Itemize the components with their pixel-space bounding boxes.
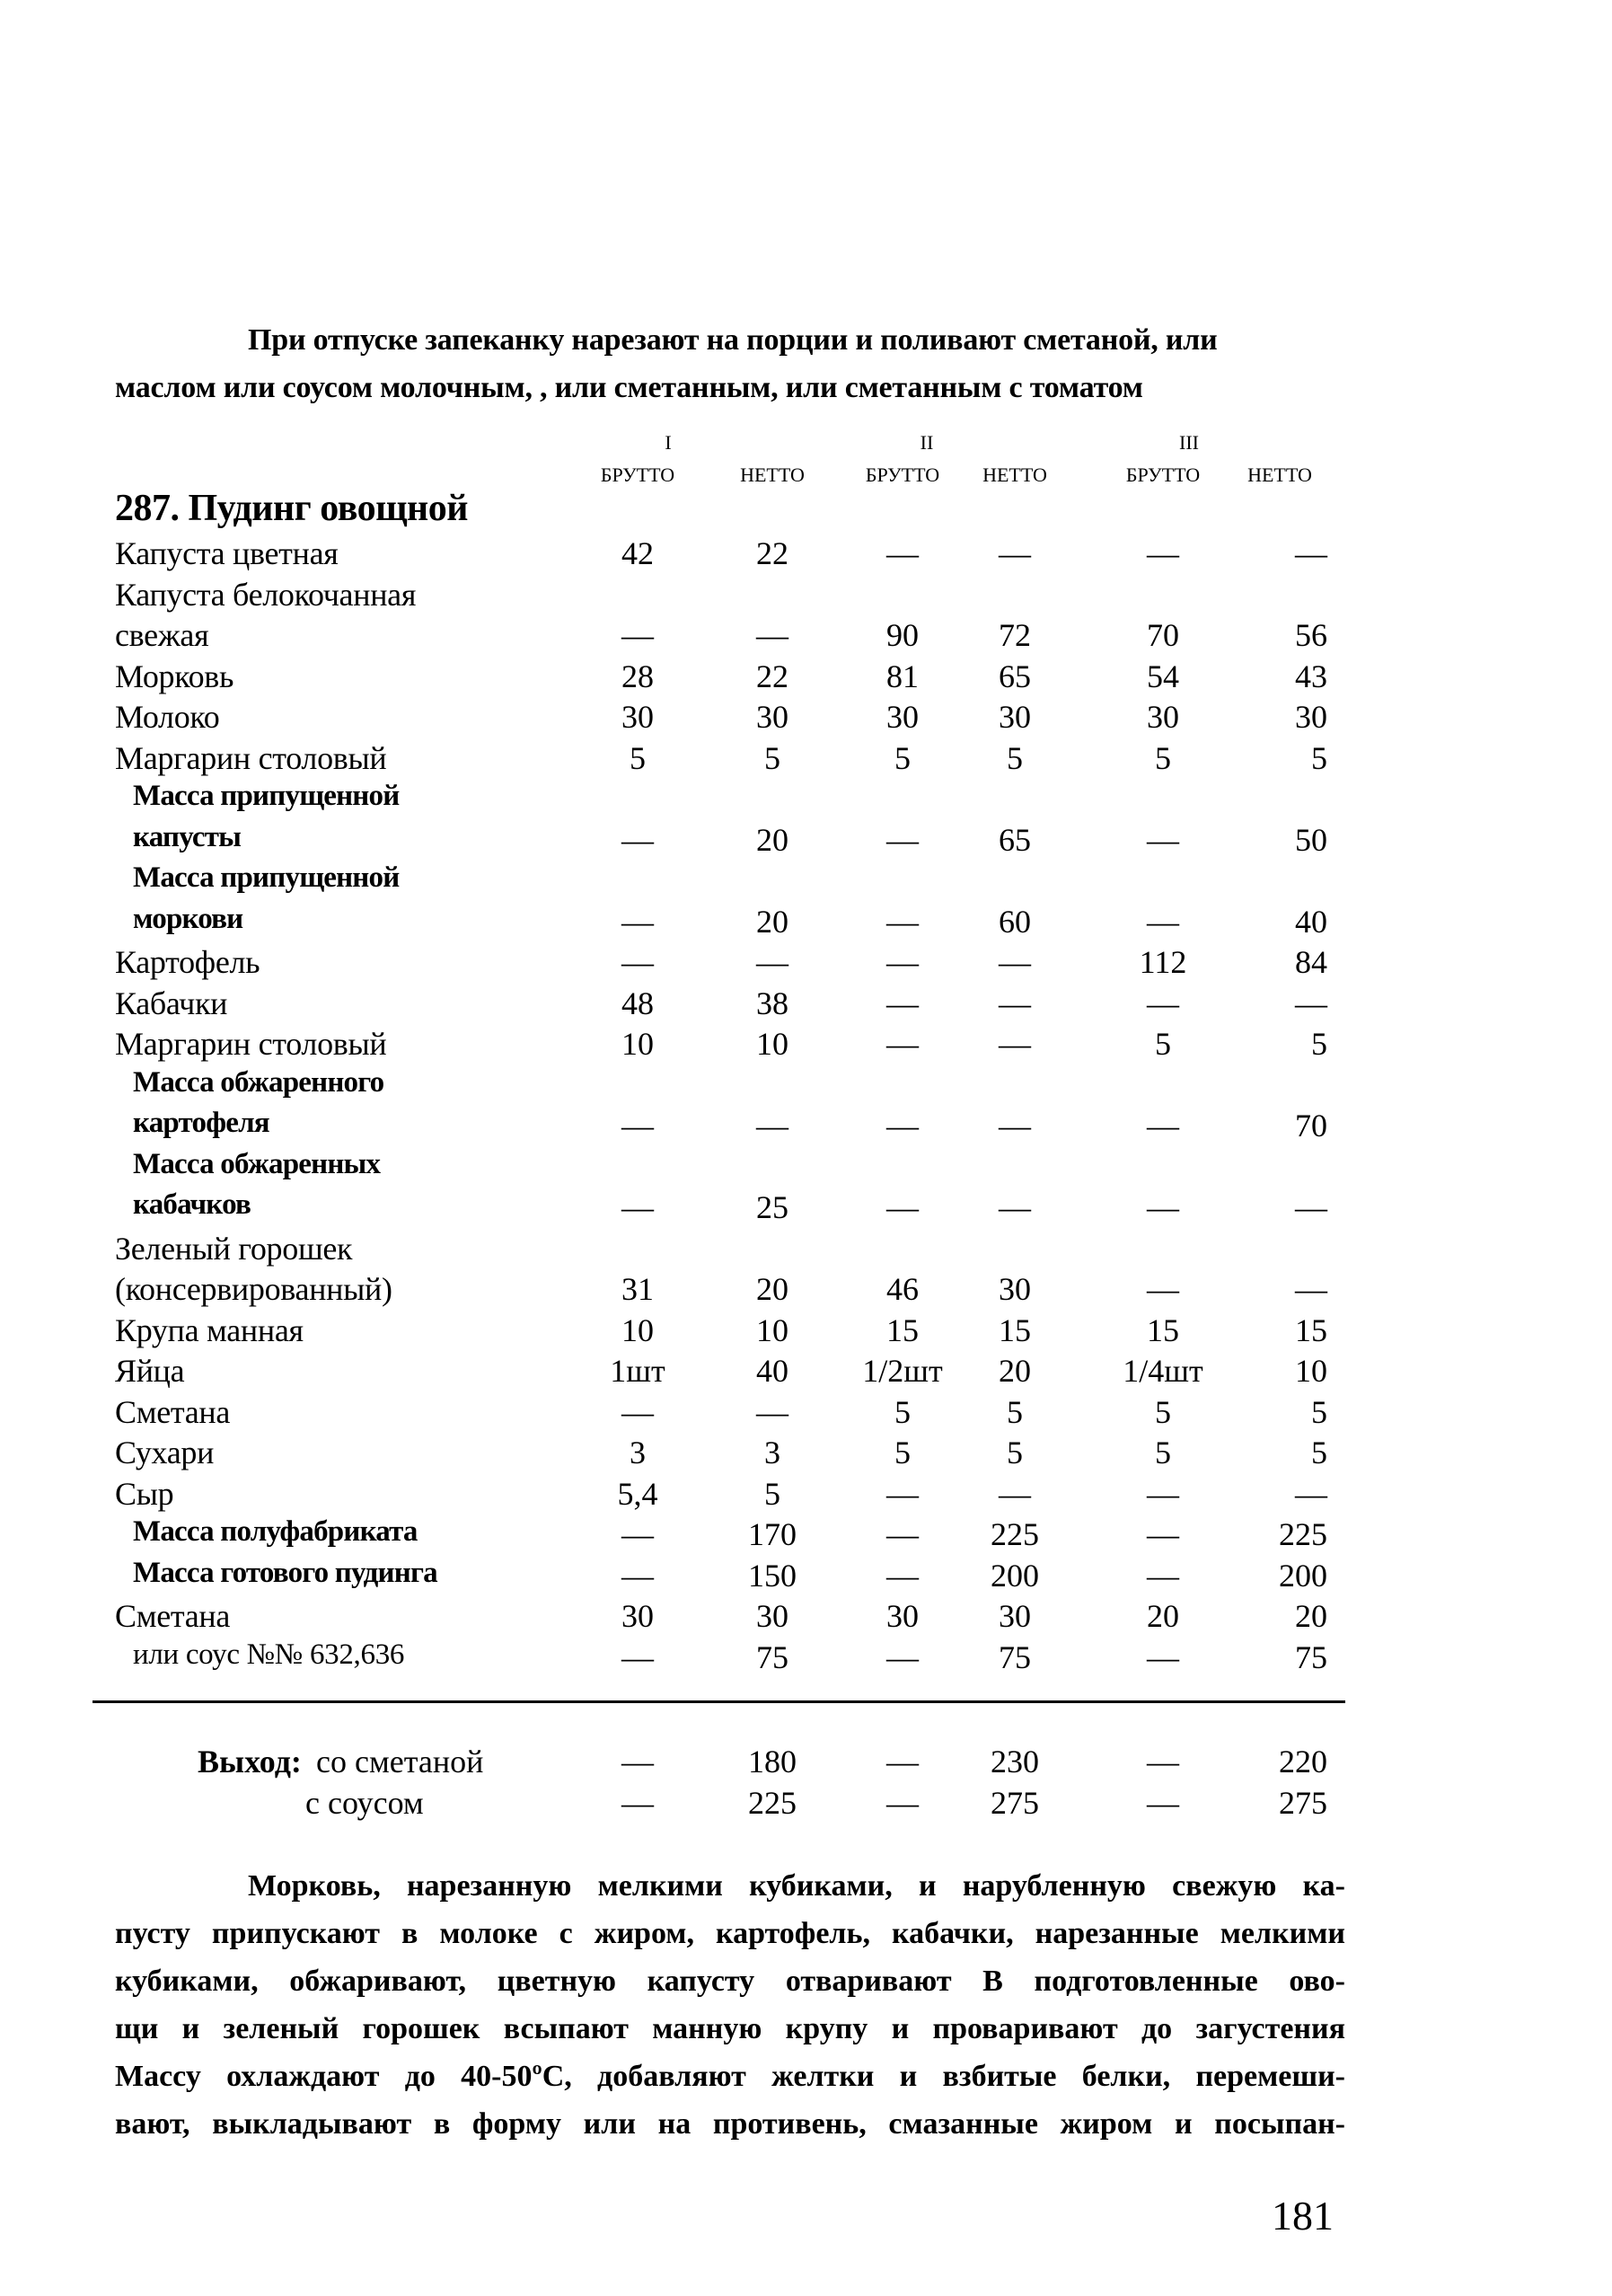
table-cell: —	[1147, 1108, 1179, 1144]
table-cell: 30	[999, 699, 1031, 735]
yield-cell: 275	[1279, 1785, 1327, 1821]
table-cell: 15	[1147, 1311, 1179, 1348]
group-label-2: II	[920, 431, 934, 454]
table-cell: —	[886, 1026, 919, 1062]
yield-cell: —	[1147, 1744, 1179, 1779]
table-cell: —	[886, 535, 919, 571]
table-cell: 5	[1007, 1435, 1023, 1470]
ingredient-label: Сметана	[115, 1598, 231, 1634]
table-cell: 5	[1155, 1393, 1171, 1430]
ingredient-label: Маргарин столовый	[115, 739, 387, 776]
table-cell: 25	[756, 1189, 788, 1225]
recipe-title: 287. Пудинг овощной	[115, 488, 468, 529]
intro-line-2: маслом или соусом молочным, , или сметанным, или сметанным с томатом	[115, 371, 1143, 404]
table-row	[0, 1230, 1612, 1269]
table-row-values	[0, 1270, 1612, 1310]
table-cell: —	[1147, 903, 1179, 940]
table-cell: —	[1295, 1271, 1327, 1307]
table-cell: —	[1147, 1189, 1179, 1225]
table-cell: 5	[1311, 1026, 1327, 1062]
group-label-3: III	[1179, 431, 1199, 454]
ingredient-label: Кабачки	[115, 985, 228, 1021]
table-cell: —	[1147, 1638, 1179, 1675]
table-divider	[92, 1700, 1345, 1703]
table-cell: —	[1147, 535, 1179, 571]
table-cell: 1/2шт	[862, 1353, 943, 1389]
intro-text	[115, 316, 1345, 411]
yield-label: Выход:	[198, 1744, 302, 1779]
yield-cell: 275	[991, 1785, 1039, 1821]
table-cell: —	[886, 1516, 919, 1552]
table-cell: —	[1147, 1557, 1179, 1594]
table-cell: 28	[621, 658, 654, 694]
table-cell: 46	[886, 1271, 919, 1307]
table-cell: —	[886, 1108, 919, 1144]
table-cell: —	[1295, 1475, 1327, 1512]
table-cell: 15	[1295, 1311, 1327, 1348]
table-row-values	[0, 1393, 1612, 1433]
table-cell: 48	[621, 985, 654, 1021]
table-cell: —	[1147, 1475, 1179, 1512]
table-cell: —	[621, 1557, 654, 1594]
table-cell: —	[1147, 1516, 1179, 1552]
table-cell: 30	[621, 1598, 654, 1634]
table-cell: 30	[1295, 699, 1327, 735]
table-row-values	[0, 698, 1612, 737]
table-cell: —	[886, 1475, 919, 1512]
method-paragraph	[115, 1862, 1345, 2148]
table-row	[0, 1066, 1612, 1106]
yield-line-2-text: с соусом	[305, 1785, 424, 1821]
table-cell: 30	[999, 1271, 1031, 1307]
paragraph-line: вают, выкладывают в форму или на противень, смазанные жиром и посыпан-	[115, 2107, 1345, 2141]
table-cell: 5	[1311, 1393, 1327, 1430]
table-cell: —	[1147, 821, 1179, 858]
yield-cell: —	[621, 1744, 654, 1779]
yield-cell: 180	[748, 1744, 797, 1779]
table-row-values	[0, 985, 1612, 1024]
yield-cell: —	[886, 1744, 919, 1779]
table-cell: 65	[999, 658, 1031, 694]
table-cell: 20	[1295, 1598, 1327, 1634]
table-cell: —	[886, 985, 919, 1021]
page-number: 181	[1272, 2193, 1334, 2239]
yield-cell: 230	[991, 1744, 1039, 1779]
table-cell: —	[886, 1189, 919, 1225]
table-cell: 1/4шт	[1123, 1353, 1203, 1389]
table-row-values	[0, 903, 1612, 942]
table-cell: 30	[999, 1598, 1031, 1634]
table-cell: —	[1147, 1271, 1179, 1307]
table-cell: 5	[894, 1393, 911, 1430]
table-cell: 22	[756, 535, 788, 571]
table-cell: 60	[999, 903, 1031, 940]
table-cell: 72	[999, 617, 1031, 653]
ingredient-label: Зеленый горошек	[115, 1230, 353, 1267]
table-cell: 112	[1139, 944, 1187, 980]
table-row-values	[0, 658, 1612, 697]
table-cell: 40	[756, 1353, 788, 1389]
table-row-values	[0, 1597, 1612, 1637]
table-cell: 20	[756, 903, 788, 940]
table-row-values	[0, 1557, 1612, 1596]
ingredient-label: Масса обжаренных	[133, 1147, 381, 1180]
table-cell: —	[886, 821, 919, 858]
table-cell: 81	[886, 658, 919, 694]
table-cell: 70	[1295, 1108, 1327, 1144]
table-cell: 5	[894, 739, 911, 776]
table-cell: 3	[764, 1435, 780, 1470]
table-cell: 10	[621, 1311, 654, 1348]
table-cell: —	[999, 1026, 1031, 1062]
table-cell: 200	[1279, 1557, 1327, 1594]
table-cell: —	[621, 821, 654, 858]
col-header-netto-1: НЕТТО	[740, 464, 805, 486]
yield-cell: —	[886, 1785, 919, 1821]
paragraph-line: щи и зеленый горошек всыпают манную крупу и проваривают до загустения	[115, 2012, 1345, 2045]
table-row-values	[0, 1025, 1612, 1064]
ingredient-label-cont: моркови	[133, 902, 243, 935]
yield-cell: —	[1147, 1785, 1179, 1821]
table-row	[0, 576, 1612, 615]
table-row	[0, 861, 1612, 901]
yield-row	[0, 1784, 1612, 1824]
yield-cell: 220	[1279, 1744, 1327, 1779]
table-cell: 75	[1295, 1638, 1327, 1675]
table-row-values	[0, 1107, 1612, 1146]
table-cell: 30	[886, 1598, 919, 1634]
ingredient-label: Молоко	[115, 699, 220, 735]
table-cell: 5	[1155, 1435, 1171, 1470]
table-cell: —	[886, 1638, 919, 1675]
table-cell: 30	[886, 699, 919, 735]
table-row	[0, 780, 1612, 819]
table-row-values	[0, 1434, 1612, 1473]
table-cell: 3	[630, 1435, 646, 1470]
ingredient-label: Картофель	[115, 944, 260, 980]
table-cell: —	[886, 944, 919, 980]
table-cell: 20	[999, 1353, 1031, 1389]
ingredient-label: Морковь	[115, 658, 234, 694]
col-header-netto-3: НЕТТО	[1247, 464, 1312, 486]
table-cell: —	[1295, 985, 1327, 1021]
ingredient-label: Яйца	[115, 1353, 185, 1389]
ingredient-label-cont: (консервированный)	[115, 1271, 392, 1307]
table-cell: 20	[1147, 1598, 1179, 1634]
ingredient-label: Сметана	[115, 1393, 231, 1430]
table-cell: 30	[1147, 699, 1179, 735]
table-cell: 15	[999, 1311, 1031, 1348]
table-row-values	[0, 943, 1612, 983]
table-row-values	[0, 1311, 1612, 1351]
table-cell: 5	[1007, 739, 1023, 776]
table-cell: —	[999, 1475, 1031, 1512]
table-cell: —	[621, 903, 654, 940]
table-row-values	[0, 1515, 1612, 1555]
table-cell: 20	[756, 821, 788, 858]
table-row-values	[0, 1475, 1612, 1514]
table-cell: 150	[748, 1557, 797, 1594]
table-row-values	[0, 534, 1612, 574]
yield-row	[0, 1743, 1612, 1782]
table-cell: 43	[1295, 658, 1327, 694]
table-cell: 225	[991, 1516, 1039, 1552]
table-row	[0, 1148, 1612, 1188]
ingredient-label-cont: картофеля	[133, 1107, 269, 1139]
table-cell: 10	[756, 1026, 788, 1062]
table-cell: —	[756, 1393, 788, 1430]
table-cell: —	[621, 1189, 654, 1225]
table-cell: 22	[756, 658, 788, 694]
table-cell: —	[999, 1189, 1031, 1225]
table-cell: 42	[621, 535, 654, 571]
table-cell: 75	[756, 1638, 788, 1675]
table-cell: 225	[1279, 1516, 1327, 1552]
ingredient-label: Капуста цветная	[115, 535, 339, 571]
table-cell: —	[621, 1108, 654, 1144]
table-cell: 50	[1295, 821, 1327, 858]
table-row-values	[0, 1638, 1612, 1678]
table-row-values	[0, 821, 1612, 861]
table-cell: —	[999, 1108, 1031, 1144]
table-cell: 5,4	[617, 1475, 658, 1512]
table-cell: 10	[756, 1311, 788, 1348]
table-cell: —	[621, 617, 654, 653]
col-header-netto-2: НЕТТО	[982, 464, 1047, 486]
ingredient-label: Масса припущенной	[133, 780, 400, 812]
ingredient-label: Крупа манная	[115, 1311, 304, 1348]
table-cell: 170	[748, 1516, 797, 1552]
table-cell: 5	[1311, 1435, 1327, 1470]
table-row-values	[0, 739, 1612, 779]
table-cell: 30	[621, 699, 654, 735]
table-cell: —	[621, 944, 654, 980]
ingredient-label: Масса готового пудинга	[133, 1556, 437, 1589]
table-cell: —	[756, 1108, 788, 1144]
table-cell: 30	[756, 699, 788, 735]
table-cell: —	[756, 617, 788, 653]
table-cell: 84	[1295, 944, 1327, 980]
table-cell: —	[999, 944, 1031, 980]
table-cell: 20	[756, 1271, 788, 1307]
table-row-values	[0, 1188, 1612, 1228]
ingredient-label: Сухари	[115, 1435, 215, 1470]
table-cell: 5	[764, 1475, 780, 1512]
col-header-brutto-1: БРУТТО	[600, 464, 675, 486]
table-cell: 15	[886, 1311, 919, 1348]
table-cell: 38	[756, 985, 788, 1021]
table-row-values	[0, 616, 1612, 656]
ingredient-label: Маргарин столовый	[115, 1026, 387, 1062]
table-cell: 5	[894, 1435, 911, 1470]
paragraph-line: пусту припускают в молоке с жиром, картофель, кабачки, нарезанные мелкими	[115, 1917, 1345, 1950]
table-cell: —	[886, 1557, 919, 1594]
paragraph-line: Массу охлаждают до 40-50ºС, добавляют желтки и взбитые белки, перемеши-	[115, 2060, 1345, 2093]
ingredient-label-cont: капусты	[133, 820, 242, 853]
table-cell: 5	[764, 739, 780, 776]
table-cell: —	[999, 985, 1031, 1021]
yield-line-1-text: со сметаной	[316, 1744, 484, 1779]
ingredient-label: Масса припущенной	[133, 861, 400, 894]
table-cell: 5	[1155, 739, 1171, 776]
yield-cell: 225	[748, 1785, 797, 1821]
table-cell: —	[999, 535, 1031, 571]
table-row-values	[0, 1352, 1612, 1391]
table-cell: 31	[621, 1271, 654, 1307]
ingredient-label: Масса полуфабриката	[133, 1515, 418, 1548]
group-label-1: I	[665, 431, 672, 454]
table-cell: —	[886, 903, 919, 940]
table-cell: 5	[630, 739, 646, 776]
ingredient-label-cont: кабачков	[133, 1188, 251, 1221]
table-cell: 75	[999, 1638, 1031, 1675]
table-cell: —	[756, 944, 788, 980]
yield-cell: —	[621, 1785, 654, 1821]
ingredient-label: Капуста белокочанная	[115, 576, 417, 613]
ingredient-label: или соус №№ 632,636	[133, 1638, 405, 1671]
table-cell: 30	[756, 1598, 788, 1634]
table-cell: 70	[1147, 617, 1179, 653]
table-cell: 10	[621, 1026, 654, 1062]
col-header-brutto-2: БРУТТО	[865, 464, 940, 486]
table-cell: 5	[1155, 1026, 1171, 1062]
table-cell: 10	[1295, 1353, 1327, 1389]
table-cell: —	[1295, 535, 1327, 571]
table-cell: —	[1295, 1189, 1327, 1225]
table-cell: 1шт	[610, 1353, 665, 1389]
table-cell: 200	[991, 1557, 1039, 1594]
table-cell: 90	[886, 617, 919, 653]
table-cell: 56	[1295, 617, 1327, 653]
paragraph-line: Морковь, нарезанную мелкими кубиками, и нарубленную свежую ка-	[248, 1869, 1345, 1903]
ingredient-label: Сыр	[115, 1475, 174, 1512]
intro-line-1: При отпуске запеканку нарезают на порции и поливают сметаной, или	[248, 323, 1218, 357]
table-cell: 5	[1007, 1393, 1023, 1430]
ingredient-label-cont: свежая	[115, 617, 209, 653]
table-cell: —	[1147, 985, 1179, 1021]
table-cell: 5	[1311, 739, 1327, 776]
table-cell: 54	[1147, 658, 1179, 694]
table-cell: —	[621, 1638, 654, 1675]
col-header-brutto-3: БРУТТО	[1125, 464, 1201, 486]
table-cell: 40	[1295, 903, 1327, 940]
ingredient-label: Масса обжаренного	[133, 1065, 384, 1099]
table-cell: —	[621, 1516, 654, 1552]
table-cell: 65	[999, 821, 1031, 858]
table-cell: —	[621, 1393, 654, 1430]
paragraph-line: кубиками, обжаривают, цветную капусту отваривают В подготовленные ово-	[115, 1965, 1345, 1998]
